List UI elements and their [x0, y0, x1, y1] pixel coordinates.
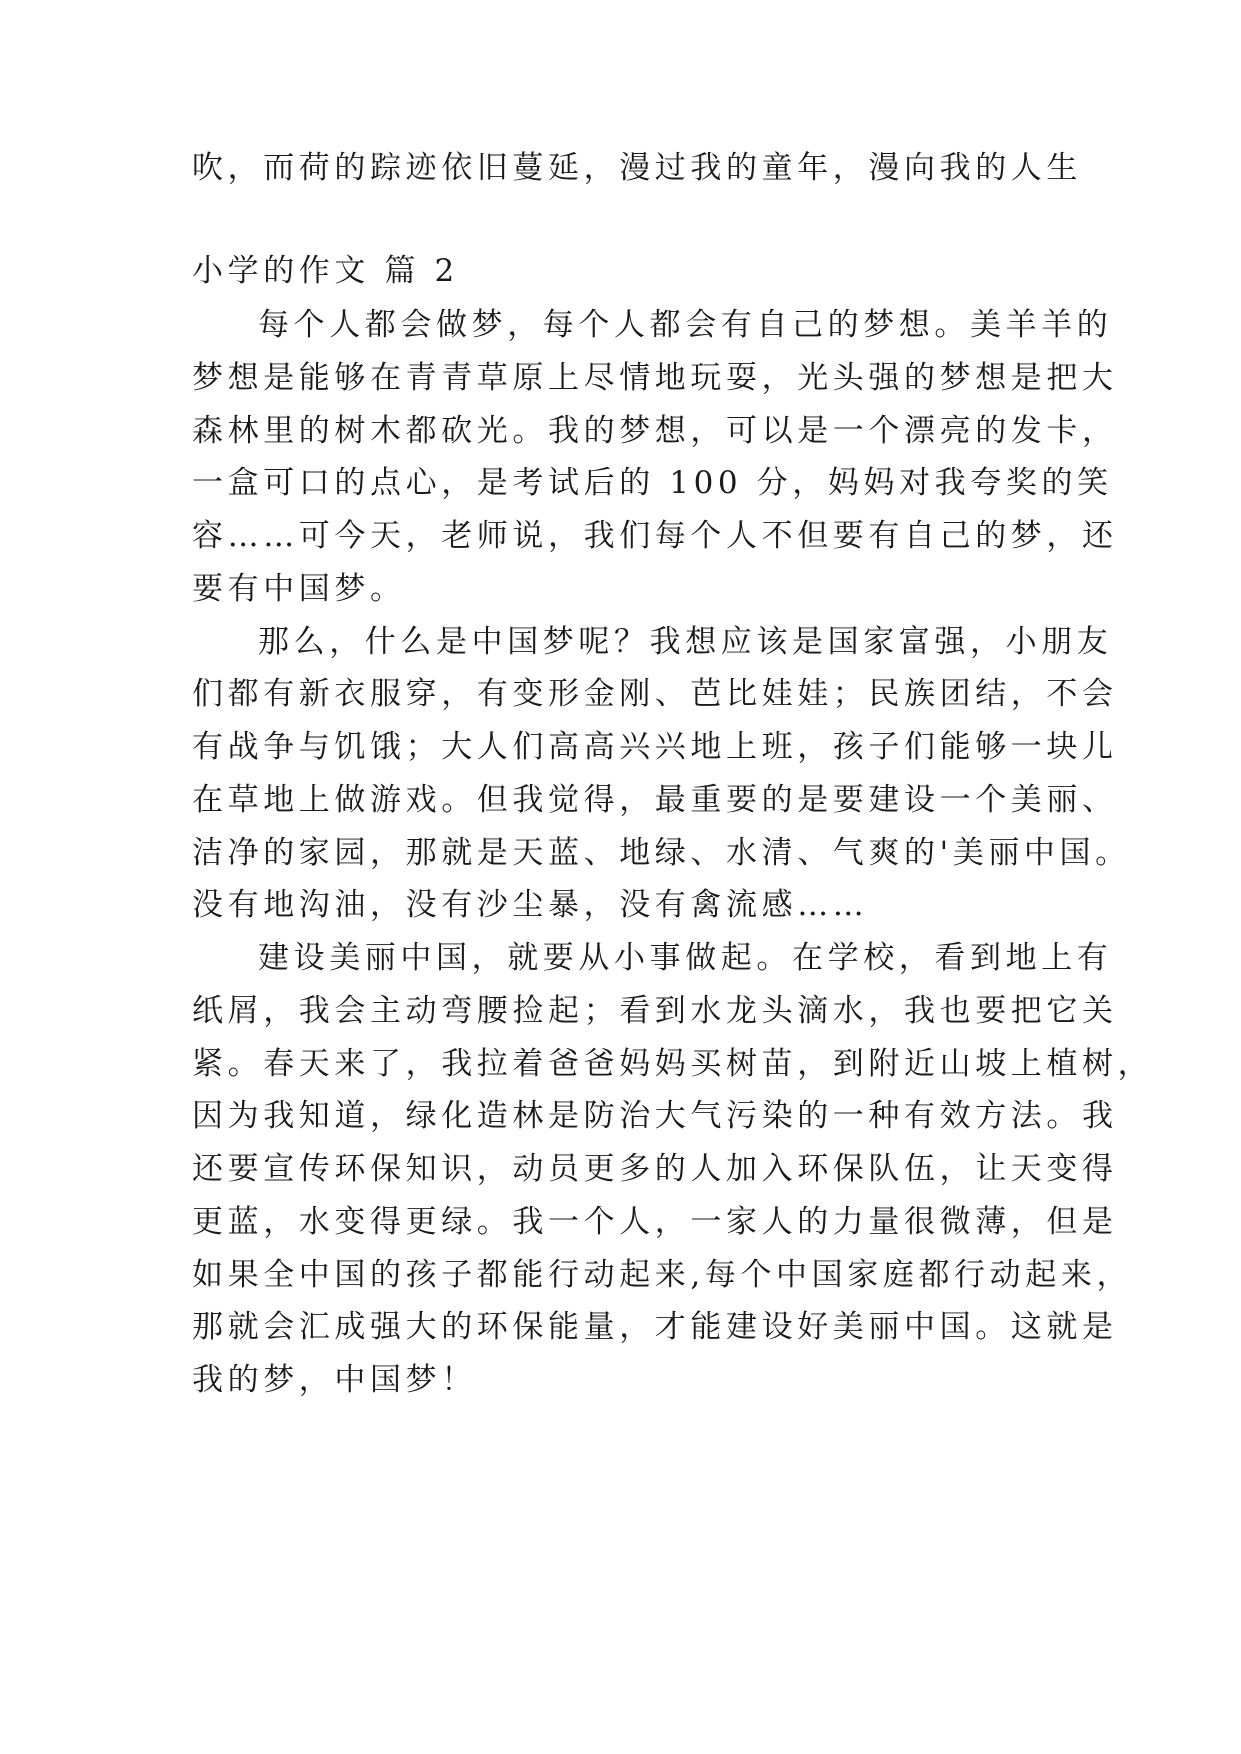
paragraph-line: 那么，什么是中国梦呢？我想应该是国家富强，小朋友 — [258, 624, 1113, 660]
paragraph-line: 一盒可口的点心，是考试后的 100 分，妈妈对我夸奖的笑 — [192, 465, 1113, 501]
paragraph-line: 紧。春天来了，我拉着爸爸妈妈买树苗，到附近山坡上植树， — [192, 1046, 1154, 1082]
paragraph-line: 没有地沟油，没有沙尘暴，没有禽流感…… — [192, 887, 869, 923]
paragraph-line: 纸屑，我会主动弯腰捡起；看到水龙头滴水，我也要把它关 — [192, 993, 1118, 1029]
paragraph-line: 要有中国梦。 — [192, 571, 406, 607]
paragraph-line: 如果全中国的孩子都能行动起来,每个中国家庭都行动起来， — [192, 1257, 1133, 1293]
paragraph-line: 建设美丽中国，就要从小事做起。在学校，看到地上有 — [258, 940, 1113, 976]
paragraph-line: 每个人都会做梦，每个人都会有自己的梦想。美羊羊的 — [258, 307, 1113, 343]
paragraph-line: 我的梦，中国梦！ — [192, 1362, 477, 1398]
continuation-line: 吹，而荷的踪迹依旧蔓延，漫过我的童年，漫向我的人生 — [192, 150, 1082, 186]
paragraph-line: 更蓝，水变得更绿。我一个人，一家人的力量很微薄，但是 — [192, 1204, 1118, 1240]
paragraph-line: 们都有新衣服穿，有变形金刚、芭比娃娃；民族团结，不会 — [192, 676, 1118, 712]
paragraph-line: 因为我知道，绿化造林是防治大气污染的一种有效方法。我 — [192, 1098, 1118, 1134]
section-heading: 小学的作文 篇 2 — [192, 253, 459, 289]
paragraph-line: 还要宣传环保知识，动员更多的人加入环保队伍，让天变得 — [192, 1151, 1118, 1187]
paragraph-line: 那就会汇成强大的环保能量，才能建设好美丽中国。这就是 — [192, 1309, 1118, 1345]
paragraph-line: 梦想是能够在青青草原上尽情地玩耍，光头强的梦想是把大 — [192, 360, 1118, 396]
paragraph-line: 在草地上做游戏。但我觉得，最重要的是要建设一个美丽、 — [192, 782, 1118, 818]
paragraph-line: 有战争与饥饿；大人们高高兴兴地上班，孩子们能够一块儿 — [192, 729, 1118, 765]
paragraph-line: 洁净的家园，那就是天蓝、地绿、水清、气爽的'美丽中国。 — [192, 835, 1131, 871]
paragraph-line: 容……可今天，老师说，我们每个人不但要有自己的梦，还 — [192, 518, 1118, 554]
paragraph-line: 森林里的树木都砍光。我的梦想，可以是一个漂亮的发卡， — [192, 413, 1118, 449]
